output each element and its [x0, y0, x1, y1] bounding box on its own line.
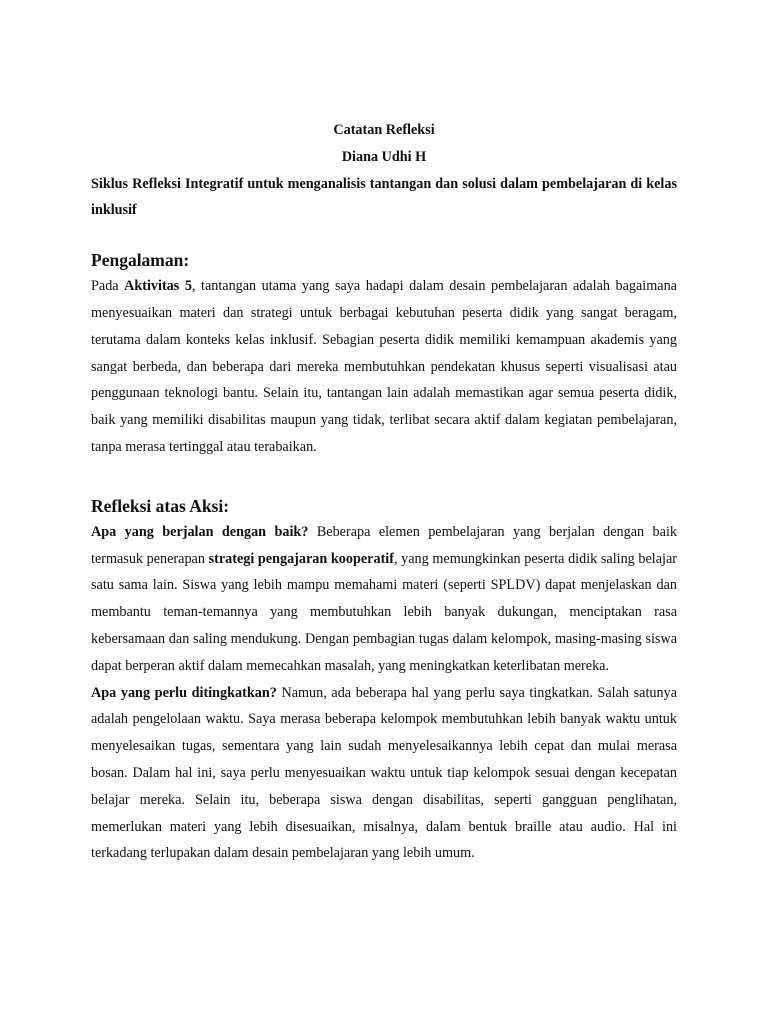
refleksi-answer-baik: Beberapa elemen pembelajaran yang berjalan dengan baik termasuk penerapan: [91, 523, 677, 567]
pengalaman-text-pre: Pada: [91, 278, 125, 295]
refleksi-bold-strategi: strategi pengajaran kooperatif: [208, 550, 394, 567]
document-page: [91, 117, 677, 867]
document-title: Catatan Refleksi: [333, 122, 435, 138]
document-subtitle: Siklus Refleksi Integratif untuk menganalisis tantangan dan solusi dalam pembelajaran di kelas inklusif: [91, 175, 677, 219]
pengalaman-bold-aktivitas: Aktivitas 5: [124, 278, 192, 295]
pengalaman-text-post: , tantangan utama yang saya hadapi dalam desain pembelajaran adalah bagaimana menyesuaikan materi dan strategi untuk berbagai kebutuhan peserta didik yang sangat beragam, terutama dalam konteks kelas inklusif. Sebagian peserta didik memiliki kemampuan akademis yang sangat berbeda, dan beberapa dari mereka membutuhkan pendekatan khusus seperti visualisasi atau penggunaan teknologi bantu. Selain itu, tantangan lain adalah memastikan agar semua peserta didik, baik yang memiliki disabilitas maupun yang tidak, terlibat secara aktif dalam kegiatan pembelajaran, tanpa merasa tertinggal atau terabaikan.: [91, 278, 677, 455]
document-author: Diana Udhi H: [341, 148, 427, 165]
refleksi-paragraph-tingkatkan: [91, 680, 677, 868]
refleksi-question-baik: Apa yang berjalan dengan baik?: [91, 523, 309, 540]
pengalaman-paragraph: [91, 273, 677, 461]
refleksi-paragraph-baik: [91, 519, 677, 680]
refleksi-question-tingkatkan: Apa yang perlu ditingkatkan?: [91, 684, 277, 701]
refleksi-answer-baik-post: , yang memungkinkan peserta didik saling belajar satu sama lain. Siswa yang lebih mampu memahami materi (seperti SPLDV) dapat menjelaskan dan membantu teman-temannya yang membutuhkan lebih banyak dukungan, menciptakan rasa kebersamaan dan saling mendukung. Dengan pembagian tugas dalam kelompok, masing-masing siswa dapat berperan aktif dalam memecahkan masalah, yang meningkatkan keterlibatan mereka.: [91, 550, 678, 674]
section-heading-pengalaman: Pengalaman:: [91, 250, 190, 271]
refleksi-answer-tingkatkan: Namun, ada beberapa hal yang perlu saya tingkatkan. Salah satunya adalah pengelolaan waktu. Saya merasa beberapa kelompok membutuhkan lebih banyak waktu untuk menyelesaikan tugas, sementara yang lain sudah menyelesaikannya lebih cepat dan mulai merasa bosan. Dalam hal ini, saya perlu menyesuaikan waktu untuk tiap kelompok sesuai dengan kecepatan belajar mereka. Selain itu, beberapa siswa dengan disabilitas, seperti gangguan penglihatan, memerlukan materi yang lebih disesuaikan, misalnya, dalam bentuk braille atau audio. Hal ini terkadang terlupakan dalam desain pembelajaran yang lebih umum.: [91, 684, 677, 862]
section-heading-refleksi: Refleksi atas Aksi:: [91, 495, 230, 516]
